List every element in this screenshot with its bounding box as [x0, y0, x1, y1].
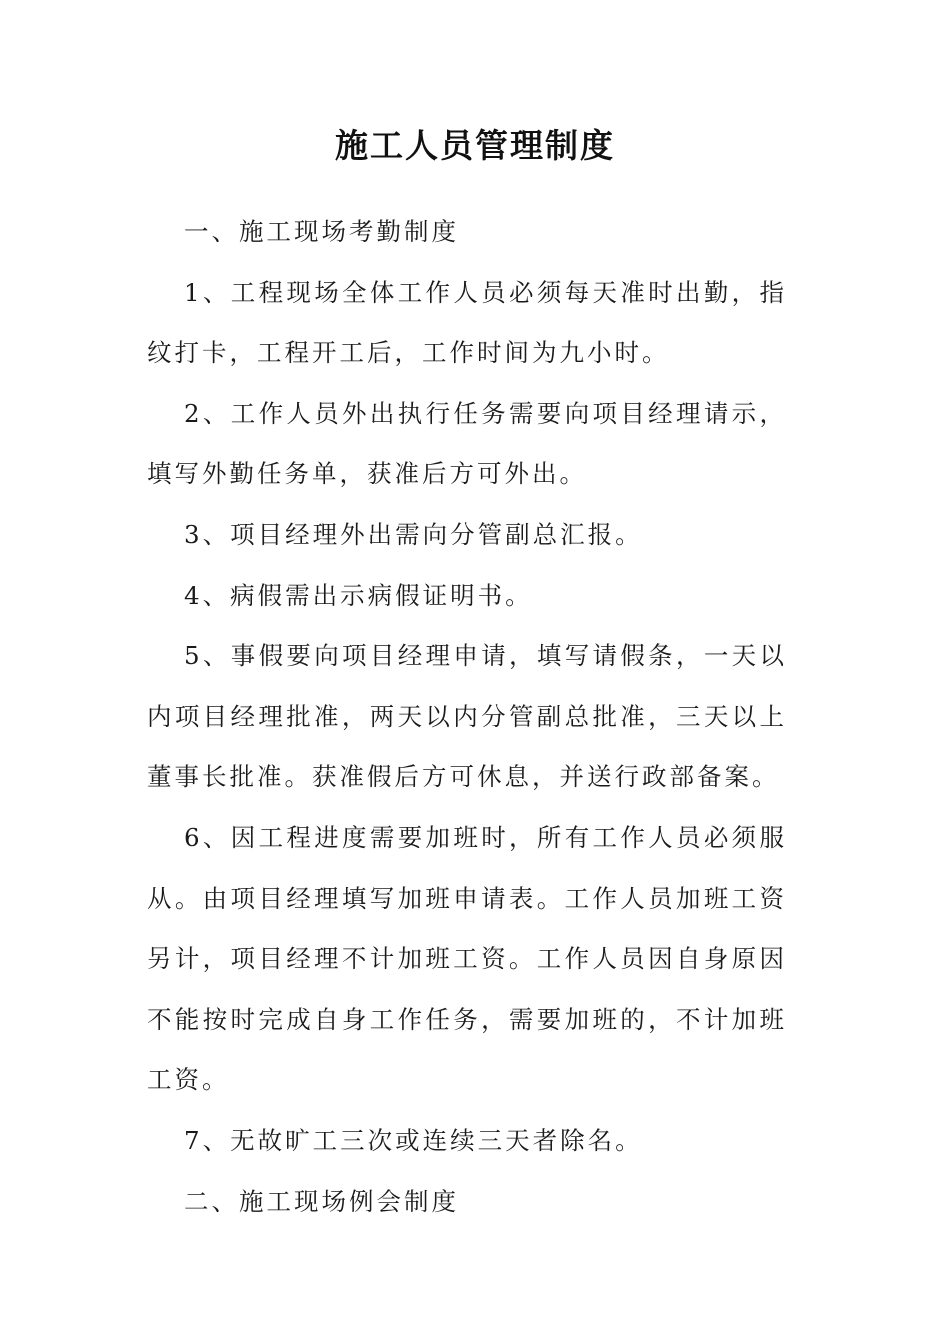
rule-paragraph-5: 5、事假要向项目经理申请，填写请假条，一天以内项目经理批准，两天以内分管副总批准，三天以上董事长批准。获准假后方可休息，并送行政部备案。: [147, 641, 787, 792]
section-heading-attendance: 一、施工现场考勤制度: [184, 217, 459, 246]
rule-paragraph-1: 1、工程现场全体工作人员必须每天准时出勤，指纹打卡，工程开工后，工作时间为九小时。: [147, 277, 787, 368]
rule-paragraph-3: 3、项目经理外出需向分管副总汇报。: [184, 519, 643, 549]
document-body: [147, 202, 787, 1232]
document-title: 施工人员管理制度: [335, 126, 615, 165]
rule-paragraph-6: 6、因工程进度需要加班时，所有工作人员必须服从。由项目经理填写加班申请表。工作人员加班工资另计，项目经理不计加班工资。工作人员因自身原因不能按时完成自身工作任务，需要加班的，不计加班工资。: [147, 822, 787, 1095]
section-heading-meetings: 二、施工现场例会制度: [184, 1186, 459, 1216]
rule-paragraph-2: 2、工作人员外出执行任务需要向项目经理请示，填写外勤任务单，获准后方可外出。: [147, 398, 787, 489]
rule-paragraph-7: 7、无故旷工三次或连续三天者除名。: [184, 1125, 643, 1155]
rule-paragraph-4: 4、病假需出示病假证明书。: [184, 580, 533, 610]
